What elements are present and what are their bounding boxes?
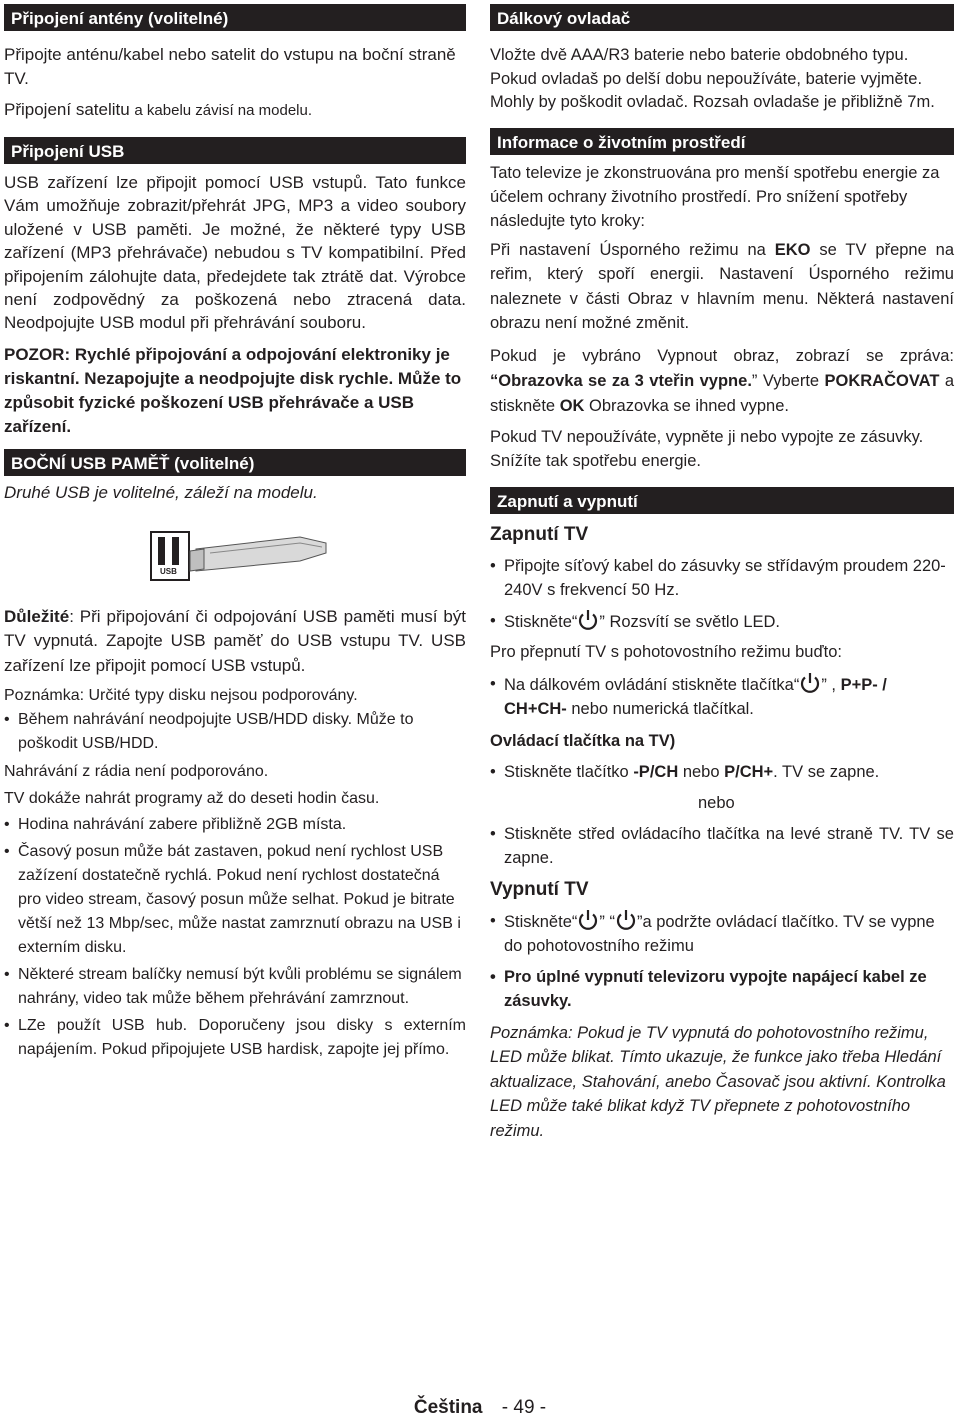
side-usb-header: BOČNÍ USB PAMĚŤ (volitelné) xyxy=(4,449,466,476)
side-usb-text: Druhé USB je volitelné, záleží na modelu. xyxy=(4,482,318,502)
off-bullet-unplug: • Pro úplné vypnutí televizoru vypojte napájecí kabel ze zásuvky. xyxy=(490,965,954,1013)
hours-text: TV dokáže nahrát programy až do deseti hodin času. xyxy=(4,790,380,808)
warning-text: POZOR: Rychlé připojování a odpojování elektroniky je riskantní. Nezapojujte a neodpojujte disk rychle. Může to způsobit fyzické poškození USB přehrávače a USB zařízení. xyxy=(4,344,462,436)
usb-stick-icon xyxy=(150,531,330,581)
bullet-item: • Časový posun může bát zastaven, pokud není rychlost USB zažízení dostatečně rychlá. Pokud není rychlost dostatečná pro video stream, časový posun může selhat. Pokud je bitrate větší než 13 Mbp/sec, může nastat zamrznutí obrazu na USB i externím disku. xyxy=(4,840,466,960)
antenna-text: Připojte anténu/kabel nebo satelit do vstupu na boční straně TV. xyxy=(4,45,456,88)
power-icon xyxy=(577,609,599,631)
remote-text: Vložte dvě AAA/R3 baterie nebo baterie obdobného typu. Pokud ovladaš po delší dobu nepoužíváte, baterie vyjměte. Mohly by poškodit ovladač. Rozsah ovladaše je přibližně 7m. xyxy=(490,46,935,111)
power-header: Zapnutí a vypnutí xyxy=(490,487,954,514)
footer-language: Čeština xyxy=(413,1397,483,1418)
usb-text: USB zařízení lze připojit pomocí USB vstupů. Tato funkce Vám umožňuje zobrazit/přehrát JPG, MP3 a video soubory uložené v USB paměti. Je možné, že některé typy USB zařízení (MP3 přehrávače) nebudou s TV kompatibilní. Před připojením zálohujte data, předejdete tak ztrátě dat. Výrobce není zodpovědný za poškozená nebo ztracená data. Neodpojujte USB modul při přehrávání souboru. xyxy=(4,173,466,333)
control-bullet: • Stiskněte tlačítko -P/CH nebo P/CH+. TV se zapne. xyxy=(490,760,954,784)
usb-port-label: USB xyxy=(160,566,177,576)
off-title: Vypnutí TV xyxy=(490,878,589,900)
satellite-text: Připojení satelitu a kabelu závisí na modelu. xyxy=(4,100,313,119)
right-column xyxy=(490,4,954,1143)
note-text: Poznámka: Určité typy disku nejsou podporovány. xyxy=(4,687,358,705)
standby-text: Pro přepnutí TV s pohotovostního režimu buďto: xyxy=(490,642,842,661)
power-icon xyxy=(615,909,637,931)
center-button-bullet: • Stiskněte střed ovládacího tlačítka na levé straně TV. TV se zapne. xyxy=(490,822,954,870)
off-bullet-press: • Stiskněte“ ” “ ”a podržte ovládací tlačítko. TV se vypne do pohotovostního režimu xyxy=(490,909,954,958)
remote-header: Dálkový ovladač xyxy=(490,4,954,31)
unplug-text: Pokud TV nepoužíváte, vypněte ji nebo vypojte ze zásuvky. Snížíte tak spotřebu energie. xyxy=(490,427,924,470)
on-title: Zapnutí TV xyxy=(490,523,589,545)
bullet-item: • LZe použít USB hub. Doporučeny jsou disky s externím napájením. Pokud připojujete USB hardisk, zapojte jej přímo. xyxy=(4,1014,466,1062)
env-text: Tato televize je zkonstruována pro menší spotřebu energie za účelem ochrany životního prostředí. Pro snížení spotřeby následujte tyto kroky: xyxy=(490,163,940,230)
page-number: - 49 - xyxy=(501,1397,547,1418)
left-column xyxy=(4,4,466,1062)
important-text: Důležité: Při připojování či odpojování USB paměti musí být TV vypnutá. Zapojte USB paměť do USB vstupu TV. USB zařízení lze připojit pomocí USB vstupů. xyxy=(4,606,466,675)
bullet-recording: • Během nahrávání neodpojujte USB/HDD disky. Může to poškodit USB/HDD. xyxy=(4,708,466,756)
final-note: Poznámka: Pokud je TV vypnutá do pohotovostního režimu, LED může blikat. Tímto ukazuje, že funkce jako třeba Hledání aktualizace, Stahování, anebo Časovač jsou aktivní. Kontrolka LED může také blikat když TV přepnete z pohotovostního režimu. xyxy=(490,1023,946,1140)
usb-figure xyxy=(150,531,330,581)
eco-text: Při nastavení Úsporného režimu na EKO se TV přepne na reřim, který spoří energii. Nastavení Úsporného režimu naleznete v části Obraz v hlavním menu. Některá nastavení obrazu není možné změnit. xyxy=(490,240,955,332)
env-header: Informace o životním prostředí xyxy=(490,128,954,155)
on-bullet-press: • Stiskněte“ ” Rozsvítí se světlo LED. xyxy=(490,609,954,634)
radio-text: Nahrávání z rádia není podporováno. xyxy=(4,763,269,781)
control-title: Ovládací tlačítka na TV) xyxy=(490,731,676,750)
usb-header: Připojení USB xyxy=(4,137,466,164)
bullet-item: • Některé stream balíčky nemusí být kvůli problému se signálem nahrány, video tak může během přehrávání zamrznout. xyxy=(4,963,466,1011)
picture-off-text: Pokud je vybráno Vypnout obraz, zobrazí se zpráva: “Obrazovka se za 3 vteřin vypne.” Vyberte POKRAČOVAT a stiskněte OK Obrazovka se ihned vypne. xyxy=(490,346,955,415)
remote-buttons-bullet: • Na dálkovém ovládání stiskněte tlačítka“ ” , P+P- / CH+CH- nebo numerická tlačítkal. xyxy=(490,672,954,721)
antenna-header: Připojení antény (volitelné) xyxy=(4,4,466,31)
or-text: nebo xyxy=(698,793,735,812)
power-icon xyxy=(799,672,821,694)
bullet-item: • Hodina nahrávání zabere přibližně 2GB místa. xyxy=(4,813,466,837)
on-bullet-cable: • Připojte síťový kabel do zásuvky se střídavým proudem 220-240V s frekvencí 50 Hz. xyxy=(490,554,954,602)
power-icon xyxy=(577,909,599,931)
